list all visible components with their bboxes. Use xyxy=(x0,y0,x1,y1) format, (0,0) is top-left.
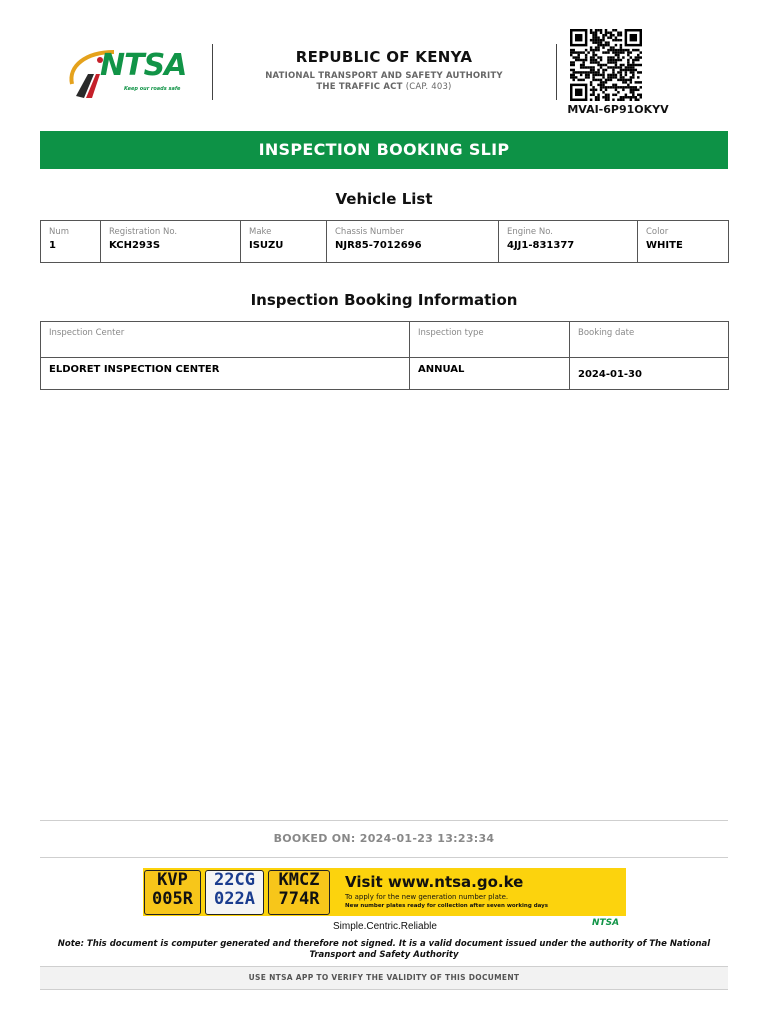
vehicle-cell-num: Num 1 xyxy=(41,221,101,263)
table-row xyxy=(41,358,729,390)
number-plate-image: KMCZ 774R xyxy=(268,870,330,915)
slip-banner: INSPECTION BOOKING SLIP xyxy=(40,131,728,169)
tagline: Simple.Centric.Reliable xyxy=(333,921,437,932)
promo-title: Visit www.ntsa.go.ke xyxy=(345,873,524,891)
booking-table xyxy=(40,321,729,390)
booking-cell-date: 2024-01-30 xyxy=(570,358,729,390)
page-title: REPUBLIC OF KENYA xyxy=(295,48,473,66)
act-name: THE TRAFFIC ACT xyxy=(316,82,403,92)
ntsa-mini-logo: NTSA xyxy=(592,918,620,928)
vehicle-list-title: Vehicle List xyxy=(335,190,433,208)
footer-divider-top xyxy=(40,820,728,821)
booking-header-date: Booking date xyxy=(570,322,729,358)
booking-header-type: Inspection type xyxy=(410,322,570,358)
vehicle-cell-make: Make ISUZU xyxy=(241,221,327,263)
vehicle-cell-engine: Engine No. 4JJ1-831377 xyxy=(499,221,638,263)
vehicle-table xyxy=(40,220,729,263)
footer-divider-middle xyxy=(40,857,728,858)
number-plate-image: KVP 005R xyxy=(144,870,201,915)
booking-header-center: Inspection Center xyxy=(41,322,410,358)
number-plate-image: 22CG 022A xyxy=(205,870,264,915)
header-divider-left xyxy=(212,44,213,100)
authority-name: NATIONAL TRANSPORT AND SAFETY AUTHORITY xyxy=(265,71,503,81)
booked-on: BOOKED ON: 2024-01-23 13:23:34 xyxy=(273,832,495,845)
booking-cell-type: ANNUAL xyxy=(410,358,570,390)
promo-subtitle: To apply for the new generation number plate. xyxy=(345,893,509,901)
vehicle-cell-registration: Registration No. KCH293S xyxy=(101,221,241,263)
vehicle-cell-chassis: Chassis Number NJR85-7012696 xyxy=(327,221,499,263)
promo-note: New number plates ready for collection after seven working days xyxy=(345,903,549,909)
verify-notice: USE NTSA APP TO VERIFY THE VALIDITY OF THIS DOCUMENT xyxy=(40,966,728,990)
booking-info-title: Inspection Booking Information xyxy=(250,291,518,309)
disclaimer-note: Note: This document is computer generated and therefore not signed. It is a valid document issued under the authority of The National Transport and Safety Authority xyxy=(57,939,711,960)
booking-cell-center: ELDORET INSPECTION CENTER xyxy=(41,358,410,390)
header-divider-right xyxy=(556,44,557,100)
reference-number: MVAI-6P91OKYV xyxy=(567,103,669,116)
table-header-row xyxy=(41,322,729,358)
act-line xyxy=(230,82,538,92)
vehicle-cell-color: Color WHITE xyxy=(638,221,729,263)
ntsa-logo xyxy=(64,44,204,102)
act-cap: (CAP. 403) xyxy=(405,82,452,92)
table-row xyxy=(41,221,729,263)
logo-text: NTSA xyxy=(100,48,187,83)
number-plate-promo xyxy=(143,868,626,916)
qr-code-icon xyxy=(570,29,642,101)
logo-tagline: Keep our roads safe xyxy=(124,86,181,92)
